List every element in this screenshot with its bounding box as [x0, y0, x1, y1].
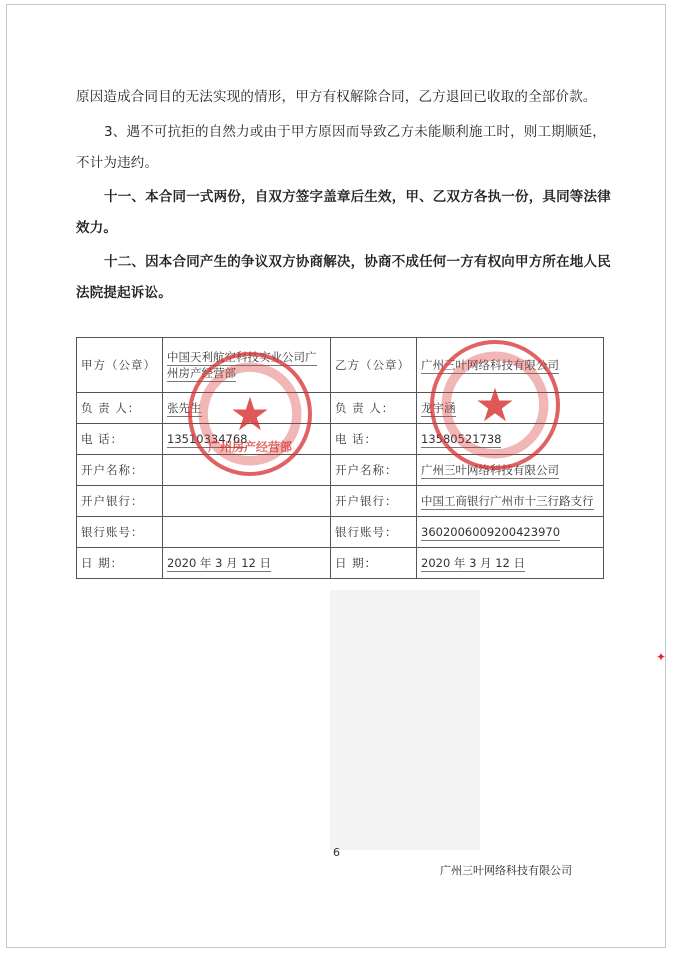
party-a-label: 甲方（公章） — [77, 338, 163, 393]
a-person-value: 张先生 — [163, 393, 331, 424]
a-date-label: 日 期： — [77, 548, 163, 579]
party-a-value: 中国天利航空科技实业公司广州房产经营部 — [163, 338, 331, 393]
b-account-no-label: 银行账号： — [331, 517, 417, 548]
text-line: 法院提起诉讼。 — [76, 285, 172, 301]
table-row — [77, 517, 604, 548]
party-b-value: 广州三叶网络科技有限公司 — [417, 338, 604, 393]
seal-subtext: 广州房产经营部 — [207, 440, 292, 454]
text-line: 不计为违约。 — [76, 155, 159, 171]
text-line: 效力。 — [76, 220, 118, 236]
b-bank-label: 开户银行： — [331, 486, 417, 517]
b-account-name-label: 开户名称： — [331, 455, 417, 486]
b-phone-value: 13580521738 — [417, 424, 604, 455]
a-phone-value: 13510334768 — [163, 424, 331, 455]
party-a-seal — [188, 352, 312, 476]
party-b-label: 乙方（公章） — [331, 338, 417, 393]
clause-eleven — [76, 182, 611, 244]
a-account-name-label: 开户名称： — [77, 455, 163, 486]
page-number: 6 — [333, 846, 340, 859]
table-row — [77, 486, 604, 517]
b-bank-value: 中国工商银行广州市十三行路支行 — [417, 486, 604, 517]
a-account-no-label: 银行账号： — [77, 517, 163, 548]
red-ink-mark-icon: ✦ — [656, 650, 667, 664]
a-person-label: 负 责 人： — [77, 393, 163, 424]
b-account-no-value: 3602006009200423970 — [417, 517, 604, 548]
text-line: 十二、因本合同产生的争议双方协商解决，协商不成任何一方有权向甲方所在地人民 — [104, 254, 611, 270]
b-account-name-value: 广州三叶网络科技有限公司 — [417, 455, 604, 486]
a-phone-label: 电 话： — [77, 424, 163, 455]
paragraph-termination — [76, 82, 611, 113]
star-icon: ★ — [229, 387, 271, 441]
a-bank-value — [163, 486, 331, 517]
b-date-value: 2020 年 3 月 12 日 — [417, 548, 604, 579]
a-account-no-value — [163, 517, 331, 548]
star-icon: ★ — [474, 378, 516, 432]
paragraph-force-majeure — [76, 117, 611, 179]
a-date-value: 2020 年 3 月 12 日 — [163, 548, 331, 579]
clause-twelve — [76, 247, 611, 309]
party-b-seal — [430, 340, 560, 470]
b-phone-label: 电 话： — [331, 424, 417, 455]
b-person-label: 负 责 人： — [331, 393, 417, 424]
a-bank-label: 开户银行： — [77, 486, 163, 517]
text-line: 原因造成合同目的无法实现的情形，甲方有权解除合同，乙方退回已收取的全部价款。 — [76, 89, 597, 105]
text-line: 3、遇不可抗拒的自然力或由于甲方原因而导致乙方未能顺利施工时，则工期顺延， — [104, 124, 606, 140]
b-person-value: 龙宇涵 — [417, 393, 604, 424]
footer-company: 广州三叶网络科技有限公司 — [440, 864, 572, 877]
text-line: 十一、本合同一式两份，自双方签字盖章后生效，甲、乙双方各执一份，具同等法律 — [104, 189, 611, 205]
scan-shadow — [330, 590, 480, 850]
b-date-label: 日 期： — [331, 548, 417, 579]
table-row — [77, 548, 604, 579]
